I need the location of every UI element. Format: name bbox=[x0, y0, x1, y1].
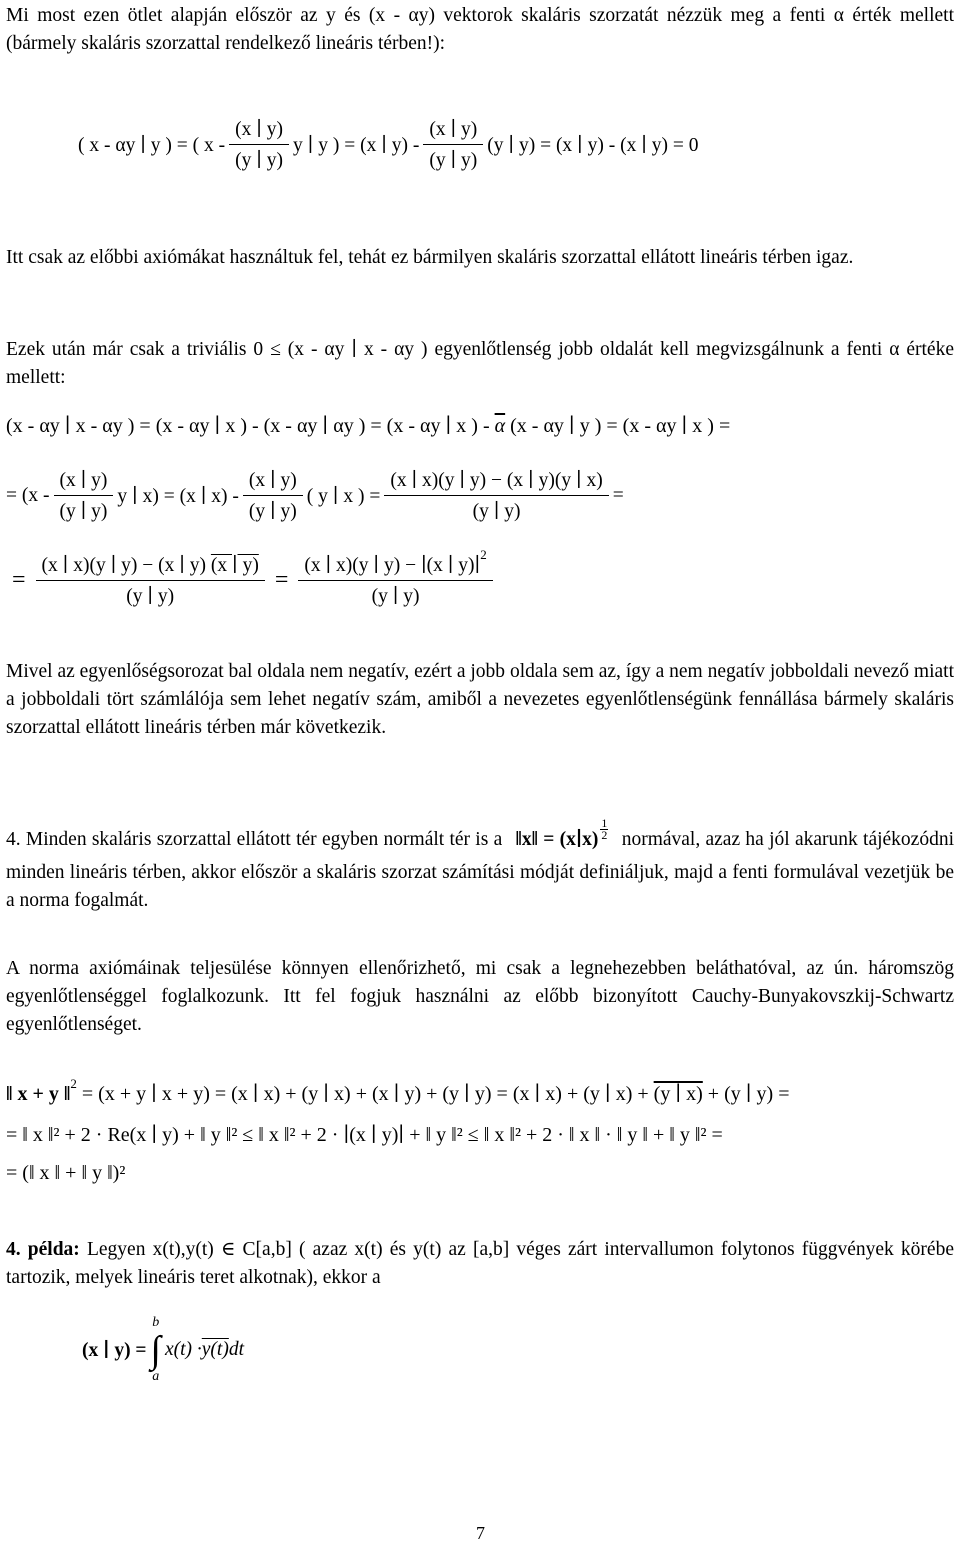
eq5-exponent: 2 bbox=[70, 1076, 77, 1091]
eq1-frac1-numerator: (x ∣ y) bbox=[229, 117, 289, 145]
eq6-integrand-conjugate: y(t) bbox=[201, 1339, 229, 1360]
eq6-integrand-b: dt bbox=[228, 1339, 245, 1360]
eq3-f1-denominator: (y ∣ y) bbox=[59, 501, 108, 522]
eq3-f3-denominator: (y ∣ y) bbox=[472, 501, 521, 522]
integral-upper-limit: b bbox=[152, 1315, 160, 1330]
example-text: Legyen x(t),y(t) ∈ C[a,b] ( azaz x(t) és y(t) az [a,b] véges zárt intervallumon folytonos függvények körébe tartozik, melyek lineáris teret alkotnak), ekkor a bbox=[6, 1239, 954, 1288]
norm-expression: ‖x‖ = (x∣x) bbox=[515, 829, 599, 850]
equation-triangle-line3: = (‖ x ‖ + ‖ y ‖)² bbox=[6, 1162, 126, 1184]
eq3-fraction-1 bbox=[54, 468, 114, 523]
eq3-fraction-3 bbox=[384, 468, 608, 523]
paragraph-axioms: Itt csak az előbbi axiómákat használtuk fel, tehát ez bármilyen skaláris szorzattal ellátott lineáris térben igaz. bbox=[6, 247, 854, 268]
eq2-tail: (x - αy ∣ y ) = (x - αy ∣ x ) = bbox=[505, 415, 731, 437]
example-label: 4. példa: bbox=[6, 1239, 80, 1260]
eq4-a: = bbox=[12, 567, 26, 593]
eq2-line: (x - αy ∣ x - αy ) = (x - αy ∣ x ) - (x - αy ∣ αy ) = (x - αy ∣ x ) - bbox=[6, 415, 495, 437]
eq4-f2-exponent: 2 bbox=[480, 547, 487, 562]
equation-final-fraction bbox=[6, 547, 497, 608]
eq5-norm-sum: ‖ x + y ‖ bbox=[6, 1083, 71, 1105]
paragraph-inequality: Ezek után már csak a triviális 0 ≤ (x - αy ∣ x - αy ) egyenlőtlenség jobb oldalát kell megvizsgálnunk a fenti α értéke mellett: bbox=[6, 339, 954, 388]
eq1-left: ( x - αy ∣ y ) = ( x - bbox=[78, 134, 226, 156]
eq6-integrand-a: x(t) · bbox=[164, 1339, 202, 1360]
integral-sign: ∫ bbox=[150, 1329, 161, 1371]
eq1-frac2-numerator: (x ∣ y) bbox=[423, 117, 483, 145]
eq4-f2-numerator bbox=[298, 547, 492, 581]
integral-lower-limit: a bbox=[152, 1369, 160, 1384]
eq4-fraction-2 bbox=[298, 547, 492, 608]
paragraph-example-4 bbox=[6, 1236, 954, 1292]
eq4-f1-num-a: (x ∣ x)(y ∣ y) − (x ∣ y) bbox=[41, 555, 207, 576]
equation-alpha-y bbox=[78, 117, 699, 172]
paragraph-normed-space bbox=[6, 816, 954, 915]
eq3-d: = bbox=[612, 484, 624, 506]
equation-triangle-line1 bbox=[6, 1076, 790, 1106]
eq3-f3-numerator: (x ∣ x)(y ∣ y) − (x ∣ y)(y ∣ x) bbox=[384, 468, 608, 496]
page-number: 7 bbox=[476, 1523, 485, 1543]
equation-substitution bbox=[6, 468, 624, 523]
eq4-f1-num-conjugate: (x ∣ y) bbox=[210, 555, 259, 576]
eq4-b: = bbox=[274, 567, 289, 593]
norm-definition bbox=[515, 816, 609, 850]
norm-exponent-half bbox=[600, 818, 608, 841]
eq5-line1-c: + (y ∣ y) = bbox=[702, 1083, 790, 1105]
eq5-conjugate: (y ∣ x) bbox=[653, 1083, 703, 1105]
eq1-middle: y ∣ y ) = (x ∣ y) - bbox=[293, 134, 420, 156]
norm-exp-den: 2 bbox=[601, 828, 608, 842]
eq3-f2-numerator: (x ∣ y) bbox=[243, 468, 303, 496]
eq1-fraction-1 bbox=[229, 117, 289, 172]
equation-expansion bbox=[6, 413, 730, 438]
eq1-frac1-denominator: (y ∣ y) bbox=[235, 150, 284, 171]
integral-sign-with-limits bbox=[151, 1316, 161, 1384]
eq4-f2-num: (x ∣ x)(y ∣ y) − ∣(x ∣ y)∣ bbox=[304, 555, 481, 576]
eq3-f1-numerator: (x ∣ y) bbox=[54, 468, 114, 496]
eq3-fraction-2 bbox=[243, 468, 303, 523]
eq3-a: = (x - bbox=[6, 484, 50, 506]
norm-exp-num: 1 bbox=[601, 816, 608, 830]
eq1-frac2-denominator: (y ∣ y) bbox=[429, 150, 478, 171]
paragraph-intro: Mi most ezen ötlet alapján először az y és (x - αy) vektorok skaláris szorzatát nézzük meg a fenti α érték mellett (bármely skaláris szorzattal rendelkező lineáris térben!): bbox=[6, 5, 954, 54]
eq4-f1-denominator: (y ∣ y) bbox=[126, 586, 175, 607]
eq4-fraction-1 bbox=[36, 553, 265, 608]
p5-text-a: 4. Minden skaláris szorzattal ellátott tér egyben normált tér is a bbox=[6, 829, 503, 850]
eq1-fraction-2 bbox=[423, 117, 483, 172]
paragraph-norm-axioms: A norma axiómáinak teljesülése könnyen ellenőrizhető, mi csak a legnehezebben beláthatóval, az ún. háromszög egyenlőtlenséggel foglalkozunk. Itt fel fogjuk használni az előbb bizonyított Cauchy-Bunyakovszkij-Schwartz egyenlőtlenséget. bbox=[6, 958, 954, 1035]
equation-triangle-line2: = ‖ x ‖² + 2 · Re(x ∣ y) + ‖ y ‖² ≤ ‖ x ‖² + 2 · ∣(x ∣ y)∣ + ‖ y ‖² ≤ ‖ x ‖² + 2 · ‖ x ‖ · ‖ y ‖ + ‖ y ‖² = bbox=[6, 1124, 723, 1146]
p5-text-b: normával, azaz ha jól akarunk tájékozódni minden lineáris térben, akkor először a skaláris szorzat számítási módját definiáljuk, majd a fenti formulával vezetjük be a norma fogalmát. bbox=[6, 829, 954, 911]
eq2-alpha-conjugate: $\overline{\alpha}$ bbox=[494, 415, 506, 437]
eq3-f2-denominator: (y ∣ y) bbox=[248, 501, 297, 522]
eq1-right: (y ∣ y) = (x ∣ y) - (x ∣ y) = 0 bbox=[487, 134, 699, 156]
eq4-f1-numerator bbox=[36, 553, 265, 581]
eq6-left: (x ∣ y) = bbox=[82, 1340, 147, 1361]
eq4-f2-denominator: (y ∣ y) bbox=[371, 586, 420, 607]
paragraph-conclusion: Mivel az egyenlőségsorozat bal oldala nem negatív, ezért a jobb oldala sem az, így a nem negatív jobboldali nevező miatt a jobboldali tört számlálója sem lehet negatív szám, amiből a nevezetes egyenlőtlenségünk fennállása bármely skaláris szorzattal ellátott lineáris térben már következik. bbox=[6, 661, 954, 738]
eq3-c: ( y ∣ x ) = bbox=[306, 485, 381, 507]
eq3-b: y ∣ x) = (x ∣ x) - bbox=[117, 485, 239, 507]
equation-integral bbox=[82, 1316, 244, 1384]
eq5-line1-b: = (x + y ∣ x + y) = (x ∣ x) + (y ∣ x) + (x ∣ y) + (y ∣ y) = (x ∣ x) + (y ∣ x) + bbox=[76, 1083, 654, 1105]
